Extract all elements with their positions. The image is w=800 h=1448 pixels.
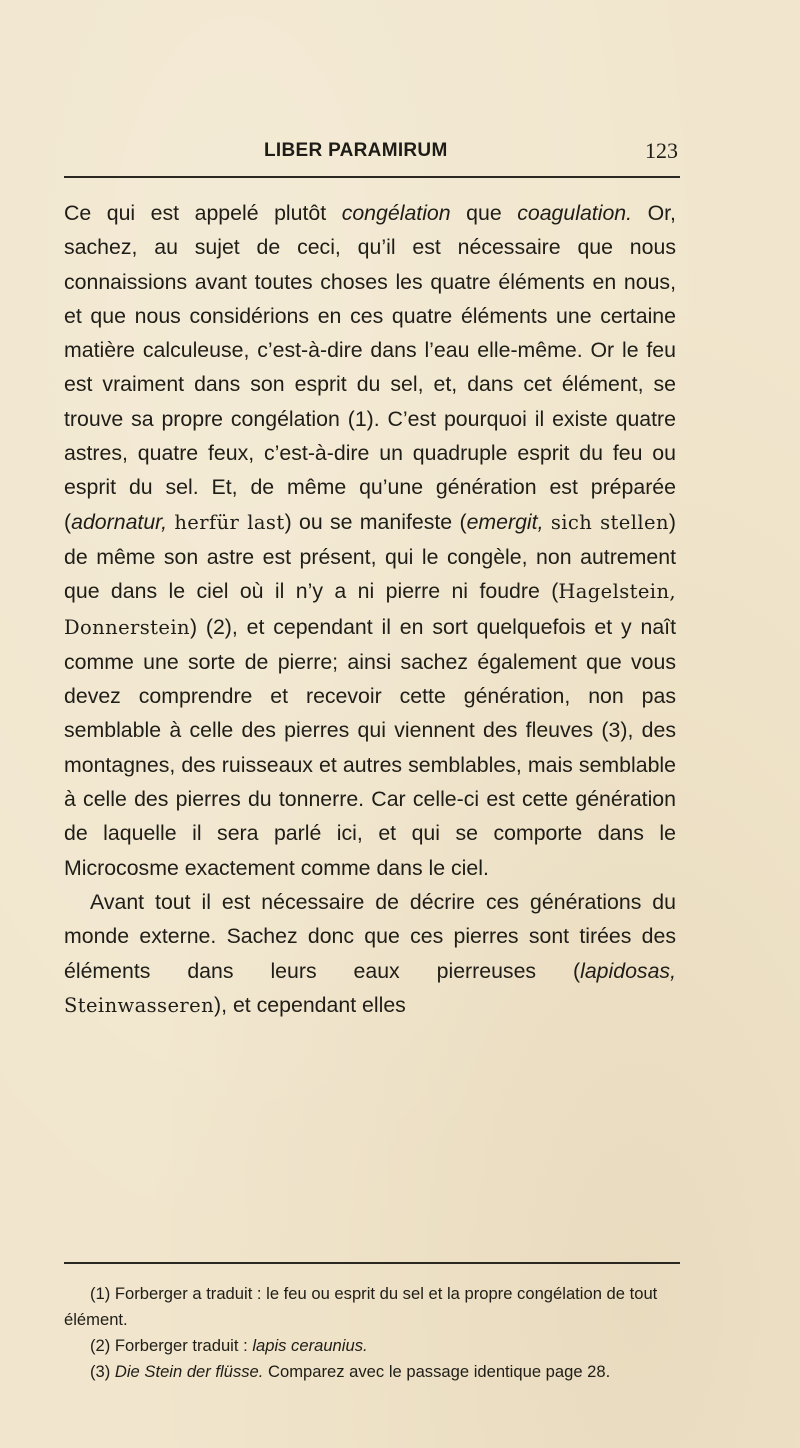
footnotes (64, 1281, 676, 1385)
italic-latin-term: lapidosas, (580, 958, 676, 983)
footnote-2 (64, 1333, 676, 1359)
gothic-german-term: herfür last (174, 510, 285, 534)
paragraph-2 (64, 885, 676, 1023)
text-run: ), et cependant elles (214, 992, 406, 1017)
footnote-1: (1) Forberger a traduit : le feu ou esprit du sel et la propre congélation de tout élément. (64, 1284, 658, 1329)
main-text (64, 196, 676, 1023)
italic-latin-term: adornatur, (71, 509, 168, 534)
italic-term: Die Stein der flüsse. (114, 1362, 264, 1381)
text-run: Avant tout il est nécessaire de décrire ces générations du monde externe. Sachez donc que ces pierres sont tirées des éléments dans leurs eaux pierreuses ( (64, 889, 676, 983)
text-run: (3) (90, 1362, 115, 1381)
gothic-german-term: sich stellen (550, 510, 669, 534)
paragraph-1 (64, 196, 676, 885)
text-run: Or, sachez, au sujet de ceci, qu’il est nécessaire que nous connaissions avant toutes choses les quatre éléments en nous, et que nous considérions en ces quatre éléments une certaine matière calculeuse, c’est-à-dire dans l’eau elle-même. Or le feu est vraiment dans son esprit du sel, et, dans cet élément, se trouve sa propre congélation (1). C’est pourquoi il existe quatre astres, quatre feux, c’est-à-dire un quadruple esprit du feu ou esprit du sel. Et, de même qu’une génération est préparée ( (64, 201, 676, 534)
text-run: (2) Forberger traduit : (90, 1336, 253, 1355)
text-run: que (450, 201, 518, 225)
text-run: Ce qui est appelé plutôt (64, 201, 342, 225)
running-head (64, 136, 680, 172)
footnote-rule (64, 1262, 680, 1264)
italic-term: lapis ceraunius. (252, 1336, 368, 1355)
text-run: ) (2), et cependant il en sort quelquefois et y naît comme une sorte de pierre; ainsi sachez également que vous devez comprendre et recevoir cette génération, non pas semblable à celle des pierres qui viennent des fleuves (3), des montagnes, des ruisseaux et autres semblables, mais semblable à celle des pierres du tonnerre. Car celle-ci est cette génération de laquelle il sera parlé ici, et qui se comporte dans le Microcosme exactement comme dans le ciel. (64, 614, 676, 880)
gothic-german-term: Hagelstein, Donnerstein (64, 580, 676, 639)
gothic-german-term: Steinwasseren (64, 993, 215, 1017)
footnote-3 (64, 1359, 676, 1385)
header-rule (64, 176, 680, 178)
page-number: 123 (645, 138, 678, 163)
text-run: Comparez avec le passage identique page 28. (263, 1362, 611, 1381)
text-run: ) ou se manifeste ( (284, 509, 467, 534)
italic-term: congélation (341, 201, 451, 225)
running-title: LIBER PARAMIRUM (264, 140, 448, 161)
italic-latin-term: emergit, (466, 509, 544, 534)
italic-term: coagulation. (517, 201, 633, 225)
text-run: ) de même son astre est présent, qui le congèle, non autrement que dans le ciel où il n’y a ni pierre ni foudre ( (64, 509, 677, 604)
